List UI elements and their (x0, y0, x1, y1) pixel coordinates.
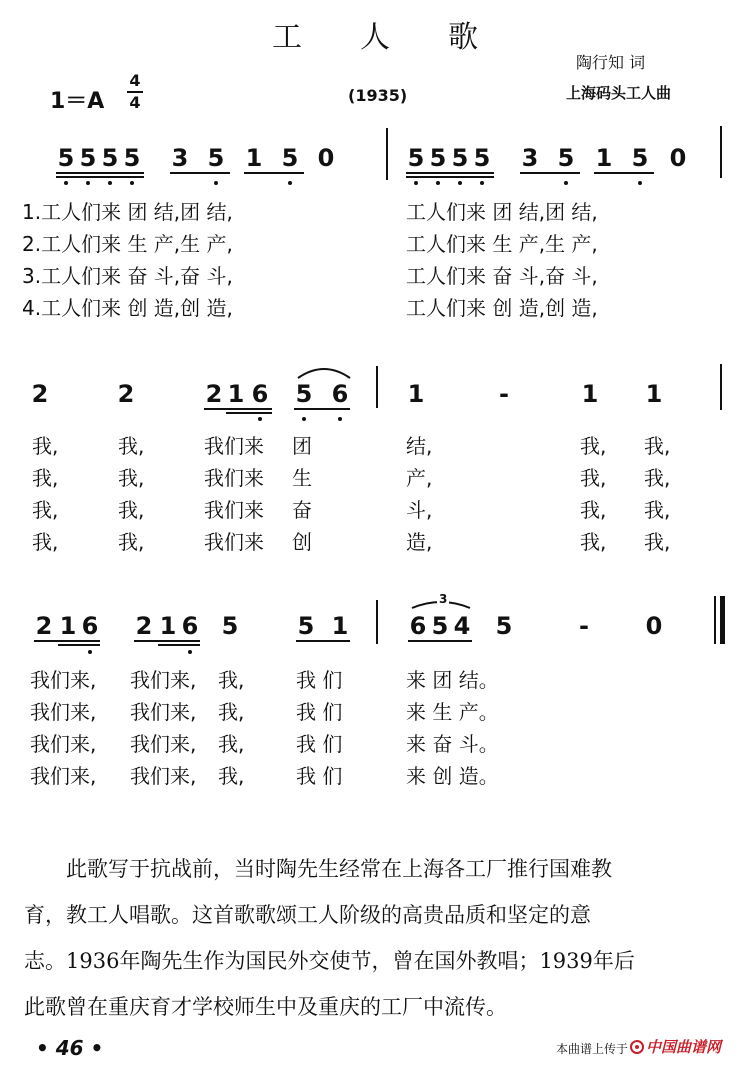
note: 2 (117, 380, 135, 408)
lyric-word: 我, (580, 434, 607, 458)
note: 2 (35, 612, 53, 640)
lyric-word: 我, (118, 434, 145, 458)
annotation-paragraph (24, 846, 730, 1030)
note: 5 (557, 144, 575, 172)
lyric-word: 团 (292, 434, 312, 458)
time-signature-top: 4 (129, 71, 141, 90)
lyric-word: 创 (292, 530, 312, 554)
lyric-word: 我, (118, 498, 145, 522)
note: 1 (245, 144, 263, 172)
note: 4 (453, 612, 471, 640)
lyric-word: 我, (644, 434, 671, 458)
lyric-word: 我们来, (130, 668, 197, 692)
prose-line: 此歌写于抗战前，当时陶先生经常在上海各工厂推行国难教 (24, 857, 612, 881)
page-number: • 46 • (36, 1036, 104, 1060)
lyric-word: 我们来 (204, 530, 264, 554)
lyric-line: 3.工人们来 奋 斗,奋 斗, (22, 264, 233, 288)
lyric-word: 我, (32, 498, 59, 522)
note: - (499, 380, 509, 408)
time-signature-bottom: 4 (129, 93, 141, 112)
lyric-word: 我, (118, 466, 145, 490)
note: 5 (473, 144, 491, 172)
lyric-line: 工人们来 生 产,生 产, (406, 232, 598, 256)
note: 5 (495, 612, 513, 640)
note: 1 (595, 144, 613, 172)
lyric-word: 斗, (406, 498, 433, 522)
note: 0 (669, 144, 687, 172)
note: 5 (295, 380, 313, 408)
note: 5 (431, 612, 449, 640)
site-logo-text[interactable]: 中国曲谱网 (646, 1038, 722, 1056)
lyric-line: 工人们来 团 结,团 结, (406, 200, 598, 224)
lyric-word: 我们来, (30, 700, 97, 724)
note: 6 (409, 612, 427, 640)
lyric-line: 1.工人们来 团 结,团 结, (22, 200, 233, 224)
note: - (579, 612, 589, 640)
lyric-word: 我, (32, 466, 59, 490)
note: 1 (227, 380, 245, 408)
note: 5 (221, 612, 239, 640)
lyric-word: 产, (406, 466, 433, 490)
lyric-word: 来 创 造。 (406, 764, 499, 788)
lyric-word: 我们来, (130, 732, 197, 756)
note: 5 (57, 144, 75, 172)
upload-note: 本曲谱上传于 (556, 1042, 629, 1056)
song-title: 工人歌 (272, 20, 536, 55)
time-signature (126, 72, 144, 112)
lyric-word: 我, (644, 466, 671, 490)
lyric-word: 我, (218, 700, 245, 724)
lyric-word: 我, (580, 530, 607, 554)
note: 2 (31, 380, 49, 408)
system2-notes (0, 380, 750, 410)
lyric-word: 我, (644, 530, 671, 554)
note: 1 (331, 612, 349, 640)
note: 5 (631, 144, 649, 172)
lyric-word: 我 们 (296, 668, 343, 692)
lyric-word: 我们来, (30, 764, 97, 788)
note: 1 (645, 380, 663, 408)
lyric-word: 来 生 产。 (406, 700, 499, 724)
slur-mark (294, 364, 354, 380)
note: 5 (451, 144, 469, 172)
note: 2 (135, 612, 153, 640)
note: 6 (251, 380, 269, 408)
note: 6 (181, 612, 199, 640)
note: 0 (317, 144, 335, 172)
lyric-word: 奋 (292, 498, 312, 522)
note: 5 (101, 144, 119, 172)
lyric-word: 我们来 (204, 434, 264, 458)
note: 0 (645, 612, 663, 640)
lyric-line: 4.工人们来 创 造,创 造, (22, 296, 233, 320)
system1-notes (0, 144, 750, 174)
note: 5 (429, 144, 447, 172)
lyric-word: 我们来, (30, 732, 97, 756)
site-logo-icon (630, 1040, 644, 1054)
lyricist-credit: 陶行知 词 (576, 53, 646, 72)
lyric-word: 我, (32, 530, 59, 554)
lyric-word: 我 们 (296, 764, 343, 788)
note: 2 (205, 380, 223, 408)
note: 3 (171, 144, 189, 172)
note: 5 (79, 144, 97, 172)
lyric-word: 我们来, (30, 668, 97, 692)
lyric-word: 我, (580, 466, 607, 490)
composer-credit: 上海码头工人曲 (566, 84, 672, 102)
lyric-word: 生 (292, 466, 312, 490)
prose-line: 此歌曾在重庆育才学校师生中及重庆的工厂中流传。 (24, 995, 507, 1019)
lyric-word: 造, (406, 530, 433, 554)
lyric-word: 我们来 (204, 466, 264, 490)
note: 3 (521, 144, 539, 172)
lyric-word: 结, (406, 434, 433, 458)
lyric-line: 2.工人们来 生 产,生 产, (22, 232, 233, 256)
lyric-word: 我, (580, 498, 607, 522)
lyric-word: 我们来, (130, 700, 197, 724)
note: 1 (159, 612, 177, 640)
prose-line: 育，教工人唱歌。这首歌歌颂工人阶级的高贵品质和坚定的意 (24, 903, 591, 927)
lyric-word: 来 团 结。 (406, 668, 499, 692)
lyric-word: 我, (218, 764, 245, 788)
note: 6 (81, 612, 99, 640)
note: 1 (407, 380, 425, 408)
lyric-word: 我们来, (130, 764, 197, 788)
note: 5 (407, 144, 425, 172)
key-signature: 1＝A (50, 89, 105, 114)
year-label: (1935) (348, 86, 408, 105)
lyric-word: 我, (644, 498, 671, 522)
note: 5 (123, 144, 141, 172)
note: 1 (59, 612, 77, 640)
lyric-word: 来 奋 斗。 (406, 732, 499, 756)
system3-notes (0, 612, 750, 642)
note: 5 (281, 144, 299, 172)
lyric-word: 我, (218, 668, 245, 692)
lyric-word: 我 们 (296, 732, 343, 756)
note: 1 (581, 380, 599, 408)
note: 6 (331, 380, 349, 408)
note: 5 (297, 612, 315, 640)
lyric-word: 我, (118, 530, 145, 554)
triplet-number: 3 (439, 592, 448, 606)
lyric-word: 我们来 (204, 498, 264, 522)
lyric-word: 我, (218, 732, 245, 756)
lyric-word: 我, (32, 434, 59, 458)
lyric-line: 工人们来 创 造,创 造, (406, 296, 598, 320)
note: 5 (207, 144, 225, 172)
lyric-word: 我 们 (296, 700, 343, 724)
prose-line: 志。1936年陶先生作为国民外交使节，曾在国外教唱；1939年后 (24, 949, 635, 973)
lyric-line: 工人们来 奋 斗,奋 斗, (406, 264, 598, 288)
